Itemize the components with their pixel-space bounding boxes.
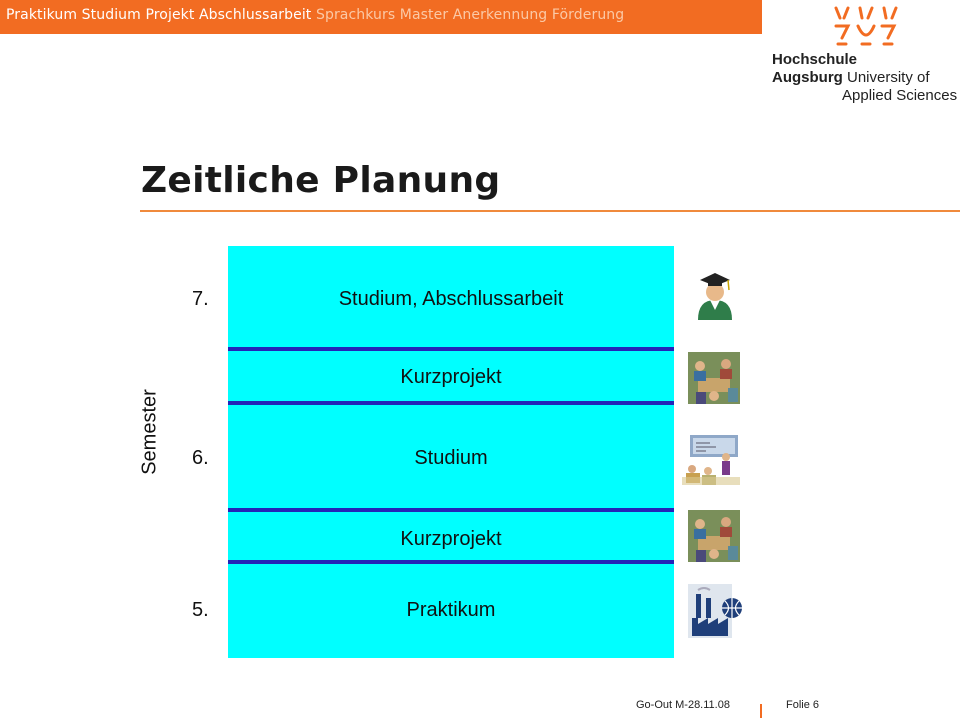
band-kurzprojekt-2: Kurzprojekt	[400, 528, 502, 550]
title-rule	[140, 210, 960, 212]
band-studium: Studium	[414, 447, 488, 469]
footer-divider	[760, 704, 762, 718]
semester-plan-block	[228, 246, 674, 658]
logo-line-2-bold: Augsburg	[772, 69, 843, 86]
band-studium-abschlussarbeit: Studium, Abschlussarbeit	[338, 288, 564, 310]
graduate-icon	[694, 270, 736, 320]
semester-number-5: 5.	[192, 599, 209, 621]
footer-page-number: Folie 6	[786, 699, 820, 711]
lecture-icon	[682, 433, 740, 485]
logo-line-1: Hochschule	[772, 51, 858, 68]
nav-active-topics[interactable]: Praktikum Studium Projekt Abschlussarbeit	[6, 7, 312, 23]
semester-number-7: 7.	[192, 288, 209, 310]
logo-line-2-rest: University of	[847, 69, 930, 86]
team-meeting-icon	[688, 352, 740, 404]
semester-number-6: 6.	[192, 447, 209, 469]
logo-line-2	[772, 69, 930, 86]
band-separator	[228, 508, 674, 512]
slide-title: Zeitliche Planung	[141, 160, 501, 201]
logo-line-3: Applied Sciences	[842, 87, 958, 104]
band-praktikum: Praktikum	[406, 599, 496, 621]
semester-axis-label: Semester	[138, 389, 161, 475]
logo-mark-icon	[832, 4, 904, 48]
band-separator	[228, 401, 674, 405]
band-kurzprojekt-1: Kurzprojekt	[400, 366, 502, 388]
band-separator	[228, 560, 674, 564]
band-separator	[228, 347, 674, 351]
nav-inactive-topics[interactable]: Sprachkurs Master Anerkennung Förderung	[315, 7, 625, 23]
footer-doc-ref: Go-Out M-28.11.08	[636, 699, 730, 711]
header-bar	[0, 0, 762, 34]
header-nav	[6, 7, 624, 23]
team-meeting-icon	[688, 510, 740, 562]
university-logo	[764, 0, 960, 112]
factory-globe-icon	[688, 584, 748, 638]
